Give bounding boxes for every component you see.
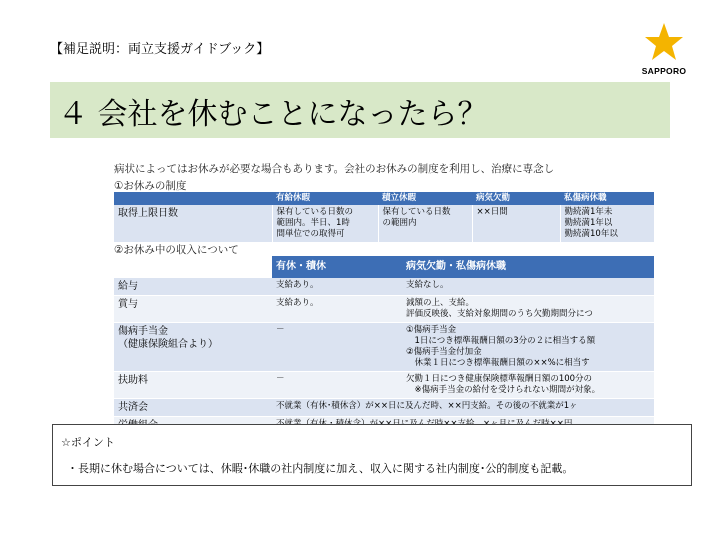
table-cell: ××日間 [472,205,560,242]
table-header-cell: 有給休暇 [272,192,378,205]
table-cell: 減額の上、支給。 評価反映後、支給対象期間のうち欠勤期間分につ [402,296,654,323]
table-cell: 支給なし。 [402,278,654,296]
table-cell: 保有している日数の 範囲内。半日、1時 間単位での取得可 [272,205,378,242]
row-label: 扶助料 [114,372,272,399]
table-row [114,205,654,242]
income-table [114,256,654,435]
table-row [114,278,654,296]
row-label: 賞与 [114,296,272,323]
slide-subtitle: 【補足説明：両立支援ガイドブック】 [50,42,270,57]
page-title: ４ 会社を休むことになったら？ [58,97,488,132]
table-cell: ①傷病手当金 1日につき標準報酬日額の3分の２に相当する額 ②傷病手当金付加金 休業１日につき標準報酬日額の××%に相当す [402,323,654,372]
sapporo-logo [634,22,694,78]
table-cell: 支給あり。 [272,278,402,296]
table-row [114,372,654,399]
section-heading-income: ②お休み中の収入について [114,244,239,256]
point-text: ・長期に休む場合については、休暇･休職の社内制度に加え、収入に関する社内制度･公的制度も記載。 [67,462,574,475]
table-cell: 保有している日数 の範囲内 [378,205,472,242]
table-header-cell [114,192,272,205]
table-row [114,323,654,372]
row-label: 取得上限日数 [114,205,272,242]
section-heading-leave: ①お休みの制度 [114,180,187,192]
table-header-cell [114,256,272,278]
title-band [50,82,670,138]
table-cell: 欠勤１日につき健康保険標準報酬日額の100分の ※傷病手当金の給付を受けられない期間が対象。 [402,372,654,399]
row-label: 傷病手当金 （健康保険組合より） [114,323,272,372]
table-header-cell: 有休・積休 [272,256,402,278]
table-header-cell: 病気欠勤・私傷病休職 [402,256,654,278]
table-header-cell: 私傷病休職 [560,192,654,205]
table-row [114,399,654,417]
intro-text: 病状によってはお休みが必要な場合もあります。会社のお休みの制度を利用し、治療に専念し [114,163,555,175]
table-cell: － [272,372,402,399]
table-header-row [114,192,654,205]
table-header-cell: 病気欠勤 [472,192,560,205]
table-cell: 勤続満1年未 勤続満1年以 勤続満10年以 [560,205,654,242]
row-label: 共済会 [114,399,272,417]
leave-system-table [114,192,655,242]
point-heading: ☆ポイント [61,436,115,449]
table-header-cell: 積立休暇 [378,192,472,205]
logo-wordmark: SAPPORO [641,66,687,76]
table-cell: 不就業（有休･積休含）が××日に及んだ時、××円支給。その後の不就業が1ヶ [272,399,654,417]
table-row [114,296,654,323]
guidebook-excerpt [112,158,632,414]
point-box [52,424,692,486]
table-cell: 支給あり。 [272,296,402,323]
table-header-row [114,256,654,278]
row-label: 給与 [114,278,272,296]
star-icon [644,22,684,62]
table-cell: － [272,323,402,372]
